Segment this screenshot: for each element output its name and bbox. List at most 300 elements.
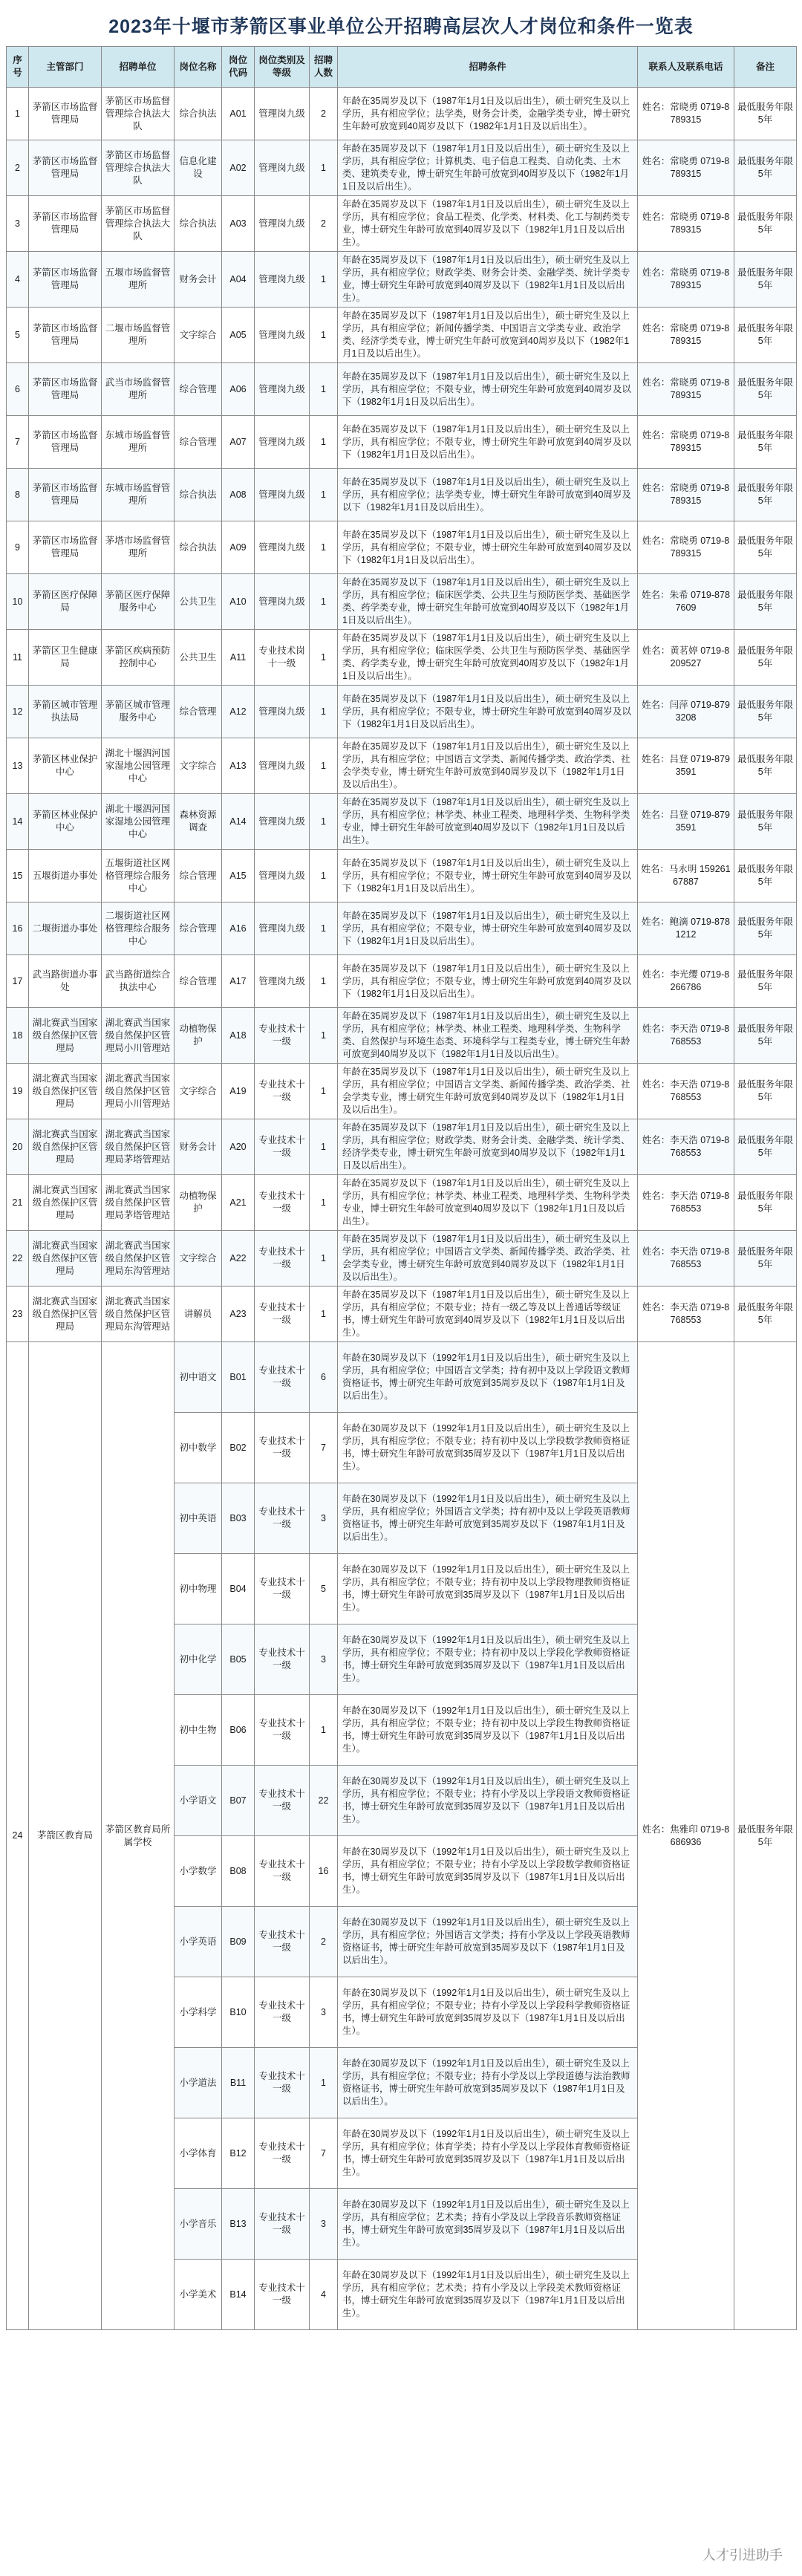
cell-note: 最低服务年限5年 (734, 140, 797, 196)
cell-code: A20 (222, 1119, 255, 1175)
cell-count: 1 (310, 1287, 338, 1342)
cell-contact: 姓名：李光缨 0719-8266786 (638, 955, 734, 1008)
cell-requirements: 年龄在30周岁及以下（1992年1月1日及以后出生），硕士研究生及以上学历，具有相应学位；体育学类；持有小学及以上学段体育教师资格证书，博士研究生年龄可放宽到35周岁及以下（1987年1月1日及以后出生）。 (338, 2118, 638, 2189)
cell-requirements: 年龄在35周岁及以下（1987年1月1日及以后出生），硕士研究生及以上学历，具有相应学位；计算机类、电子信息工程类、自动化类、土木类、建筑类专业，博士研究生年龄可放宽到40周岁及以下（1982年1月1日及以后出生）。 (338, 140, 638, 196)
cell-code: A23 (222, 1287, 255, 1342)
cell-code: A15 (222, 850, 255, 902)
cell-dept: 茅箭区市场监督管理局 (29, 196, 102, 252)
header-count: 招聘人数 (310, 47, 338, 88)
cell-note: 最低服务年限5年 (734, 902, 797, 955)
cell-category: 管理岗九级 (255, 363, 310, 416)
cell-requirements: 年龄在35周岁及以下（1987年1月1日及以后出生），硕士研究生及以上学历，具有相应学位；林学类、林业工程类、地理科学类、生物科学类专业，博士研究生年龄可放宽到40周岁及以下（1982年1月1日及以后出生）。 (338, 1175, 638, 1231)
cell-requirements: 年龄在35周岁及以下（1987年1月1日及以后出生），硕士研究生及以上学历，具有相应学位；不限专业，博士研究生年龄可放宽到40周岁及以下（1982年1月1日及以后出生）。 (338, 850, 638, 902)
cell-count: 7 (310, 2118, 338, 2189)
cell-count: 1 (310, 630, 338, 686)
cell-requirements: 年龄在30周岁及以下（1992年1月1日及以后出生），硕士研究生及以上学历，具有相应学位；艺术类；持有小学及以上学段音乐教师资格证书，博士研究生年龄可放宽到35周岁及以下（1987年1月1日及以后出生）。 (338, 2189, 638, 2260)
cell-count: 1 (310, 902, 338, 955)
cell-contact: 姓名：李天浩 0719-8768553 (638, 1175, 734, 1231)
table-row (7, 1064, 797, 1119)
cell-unit: 湖北赛武当国家级自然保护区管理局小川管理站 (102, 1064, 175, 1119)
cell-count: 1 (310, 469, 338, 521)
cell-category: 专业技术十一级 (255, 1287, 310, 1342)
cell-note: 最低服务年限5年 (734, 469, 797, 521)
cell-category: 管理岗九级 (255, 308, 310, 363)
cell-requirements: 年龄在35周岁及以下（1987年1月1日及以后出生），硕士研究生及以上学历，具有相应学位；法学类专业，博士研究生年龄可放宽到40周岁及以下（1982年1月1日及以后出生）。 (338, 469, 638, 521)
cell-count: 1 (310, 1695, 338, 1766)
cell-dept: 茅箭区市场监督管理局 (29, 363, 102, 416)
cell-contact: 姓名：李天浩 0719-8768553 (638, 1287, 734, 1342)
cell-dept: 茅箭区市场监督管理局 (29, 88, 102, 140)
header-no: 序号 (7, 47, 29, 88)
cell-no: 9 (7, 521, 29, 574)
cell-requirements: 年龄在35周岁及以下（1987年1月1日及以后出生），硕士研究生及以上学历，具有相应学位；财政学类、财务会计类、金融学类、统计学类专业，博士研究生年龄可放宽到40周岁及以下（1982年1月1日及以后出生）。 (338, 252, 638, 308)
cell-code: A09 (222, 521, 255, 574)
cell-category: 专业技术十一级 (255, 1977, 310, 2048)
cell-code: A21 (222, 1175, 255, 1231)
cell-code: A03 (222, 196, 255, 252)
cell-count: 2 (310, 196, 338, 252)
cell-code: A14 (222, 794, 255, 850)
cell-contact: 姓名：李天浩 0719-8768553 (638, 1064, 734, 1119)
cell-unit: 湖北赛武当国家级自然保护区管理局东沟管理站 (102, 1287, 175, 1342)
cell-unit: 茅箭区教育局所属学校 (102, 1342, 175, 2330)
cell-unit: 茅箭区市场监督管理综合执法大队 (102, 88, 175, 140)
cell-count: 2 (310, 88, 338, 140)
table-row (7, 955, 797, 1008)
cell-count: 1 (310, 363, 338, 416)
cell-code: A04 (222, 252, 255, 308)
cell-requirements: 年龄在35周岁及以下（1987年1月1日及以后出生），硕士研究生及以上学历，具有相应学位；不限专业，博士研究生年龄可放宽到40周岁及以下（1982年1月1日及以后出生）。 (338, 363, 638, 416)
cell-contact: 姓名：吕登 0719-8793591 (638, 738, 734, 794)
cell-requirements: 年龄在30周岁及以下（1992年1月1日及以后出生），硕士研究生及以上学历，具有相应学位；不限专业；持有初中及以上学段生物教师资格证书，博士研究生年龄可放宽到35周岁及以下（1987年1月1日及以后出生）。 (338, 1695, 638, 1766)
cell-category: 管理岗九级 (255, 196, 310, 252)
table-row (7, 1008, 797, 1064)
cell-note: 最低服务年限5年 (734, 1342, 797, 2330)
cell-dept: 茅箭区林业保护中心 (29, 794, 102, 850)
header-category: 岗位类别及等级 (255, 47, 310, 88)
cell-requirements: 年龄在35周岁及以下（1987年1月1日及以后出生），硕士研究生及以上学历，具有相应学位；中国语言文学类、新闻传播学类、政治学类、社会学类专业，博士研究生年龄可放宽到40周岁及以下（1982年1月1日及以后出生）。 (338, 738, 638, 794)
watermark: 人才引进助手 (698, 2543, 787, 2566)
header-code: 岗位代码 (222, 47, 255, 88)
cell-unit: 五堰市场监督管理所 (102, 252, 175, 308)
cell-category: 管理岗九级 (255, 521, 310, 574)
cell-category: 专业技术十一级 (255, 1413, 310, 1483)
cell-contact: 姓名：焦雅印 0719-8686936 (638, 1342, 734, 2330)
cell-requirements: 年龄在35周岁及以下（1987年1月1日及以后出生），硕士研究生及以上学历，具有相应学位；不限专业，博士研究生年龄可放宽到40周岁及以下（1982年1月1日及以后出生）。 (338, 521, 638, 574)
cell-requirements: 年龄在30周岁及以下（1992年1月1日及以后出生），硕士研究生及以上学历，具有相应学位；中国语言文学类；持有初中及以上学段语文教师资格证书，博士研究生年龄可放宽到35周岁及以下（1987年1月1日及以后出生）。 (338, 1342, 638, 1413)
cell-post: 财务会计 (175, 1119, 222, 1175)
cell-count: 2 (310, 1907, 338, 1977)
cell-no: 13 (7, 738, 29, 794)
cell-post: 小学美术 (175, 2260, 222, 2330)
cell-contact: 姓名：吕登 0719-8793591 (638, 794, 734, 850)
cell-requirements: 年龄在35周岁及以下（1987年1月1日及以后出生），硕士研究生及以上学历，具有相应学位；不限专业，博士研究生年龄可放宽到40周岁及以下（1982年1月1日及以后出生）。 (338, 955, 638, 1008)
cell-category: 专业技术十一级 (255, 1008, 310, 1064)
cell-count: 1 (310, 574, 338, 630)
cell-unit: 茅塔市场监督管理所 (102, 521, 175, 574)
cell-no: 17 (7, 955, 29, 1008)
table-header-row (7, 47, 797, 88)
cell-post: 小学科学 (175, 1977, 222, 2048)
cell-note: 最低服务年限5年 (734, 416, 797, 469)
cell-post: 讲解员 (175, 1287, 222, 1342)
table-row (7, 308, 797, 363)
table-row (7, 630, 797, 686)
cell-requirements: 年龄在35周岁及以下（1987年1月1日及以后出生），硕士研究生及以上学历，具有相应学位；临床医学类、公共卫生与预防医学类、基础医学类、药学类专业，博士研究生年龄可放宽到40周岁及以下（1982年1月1日及以后出生）。 (338, 574, 638, 630)
cell-contact: 姓名：常晓勇 0719-8789315 (638, 469, 734, 521)
table-row (7, 902, 797, 955)
cell-requirements: 年龄在35周岁及以下（1987年1月1日及以后出生），硕士研究生及以上学历，具有相应学位；财政学类、财务会计类、金融学类、统计学类、经济学类专业，博士研究生年龄可放宽到40周岁及以下（1982年1月1日及以后出生）。 (338, 1119, 638, 1175)
cell-contact: 姓名：常晓勇 0719-8789315 (638, 140, 734, 196)
cell-requirements: 年龄在30周岁及以下（1992年1月1日及以后出生），硕士研究生及以上学历，具有相应学位；不限专业；持有小学及以上学段道德与法治教师资格证书，博士研究生年龄可放宽到35周岁及以下（1987年1月1日及以后出生）。 (338, 2048, 638, 2118)
cell-no: 14 (7, 794, 29, 850)
cell-code: A10 (222, 574, 255, 630)
cell-code: A06 (222, 363, 255, 416)
cell-note: 最低服务年限5年 (734, 363, 797, 416)
cell-dept: 二堰街道办事处 (29, 902, 102, 955)
cell-no: 18 (7, 1008, 29, 1064)
cell-note: 最低服务年限5年 (734, 1231, 797, 1287)
cell-category: 专业技术十一级 (255, 1175, 310, 1231)
cell-note: 最低服务年限5年 (734, 738, 797, 794)
cell-requirements: 年龄在35周岁及以下（1987年1月1日及以后出生），硕士研究生及以上学历，具有相应学位；临床医学类、公共卫生与预防医学类、基础医学类、药学类专业，博士研究生年龄可放宽到40周岁及以下（1982年1月1日及以后出生）。 (338, 630, 638, 686)
cell-no: 22 (7, 1231, 29, 1287)
cell-count: 1 (310, 521, 338, 574)
header-contact: 联系人及联系电话 (638, 47, 734, 88)
cell-no: 21 (7, 1175, 29, 1231)
cell-category: 专业技术十一级 (255, 2118, 310, 2189)
cell-post: 综合管理 (175, 416, 222, 469)
cell-count: 1 (310, 416, 338, 469)
cell-count: 3 (310, 1977, 338, 2048)
cell-post: 文字综合 (175, 738, 222, 794)
cell-code: B11 (222, 2048, 255, 2118)
cell-dept: 湖北赛武当国家级自然保护区管理局 (29, 1175, 102, 1231)
cell-category: 专业技术十一级 (255, 1907, 310, 1977)
cell-note: 最低服务年限5年 (734, 1008, 797, 1064)
cell-post: 初中数学 (175, 1413, 222, 1483)
cell-post: 小学语文 (175, 1766, 222, 1836)
table-row (7, 1119, 797, 1175)
cell-post: 小学英语 (175, 1907, 222, 1977)
header-unit: 招聘单位 (102, 47, 175, 88)
cell-requirements: 年龄在35周岁及以下（1987年1月1日及以后出生），硕士研究生及以上学历，具有相应学位；林学类、林业工程类、地理科学类、生物科学类专业，博士研究生年龄可放宽到40周岁及以下（1982年1月1日及以后出生）。 (338, 794, 638, 850)
cell-code: B13 (222, 2189, 255, 2260)
cell-unit: 湖北十堰泗河国家湿地公园管理中心 (102, 794, 175, 850)
cell-dept: 五堰街道办事处 (29, 850, 102, 902)
cell-count: 1 (310, 1064, 338, 1119)
cell-unit: 湖北十堰泗河国家湿地公园管理中心 (102, 738, 175, 794)
recruitment-table (6, 46, 797, 2330)
table-row (7, 252, 797, 308)
cell-code: B07 (222, 1766, 255, 1836)
cell-category: 管理岗九级 (255, 794, 310, 850)
cell-category: 专业技术十一级 (255, 1064, 310, 1119)
cell-category: 专业技术十一级 (255, 1231, 310, 1287)
table-row (7, 1287, 797, 1342)
cell-no: 6 (7, 363, 29, 416)
cell-dept: 茅箭区市场监督管理局 (29, 308, 102, 363)
cell-post: 动植物保护 (175, 1175, 222, 1231)
cell-count: 4 (310, 2260, 338, 2330)
cell-count: 5 (310, 1554, 338, 1624)
cell-category: 专业技术十一级 (255, 1624, 310, 1695)
cell-requirements: 年龄在30周岁及以下（1992年1月1日及以后出生），硕士研究生及以上学历，具有相应学位；外国语言文学类；持有小学及以上学段英语教师资格证书，博士研究生年龄可放宽到35周岁及以下（1987年1月1日及以后出生）。 (338, 1907, 638, 1977)
cell-requirements: 年龄在35周岁及以下（1987年1月1日及以后出生），硕士研究生及以上学历，具有相应学位；法学类，财务会计类，金融学类专业，博士研究生年龄可放宽到40周岁及以下（1982年1月1日及以后出生）。 (338, 88, 638, 140)
cell-unit: 五堰街道社区网格管理综合服务中心 (102, 850, 175, 902)
cell-unit: 二堰街道社区网格管理综合服务中心 (102, 902, 175, 955)
cell-category: 专业技术十一级 (255, 1695, 310, 1766)
table-row (7, 196, 797, 252)
table-row (7, 1175, 797, 1231)
cell-requirements: 年龄在35周岁及以下（1987年1月1日及以后出生），硕士研究生及以上学历，具有相应学位；中国语言文学类、新闻传播学类、政治学类、社会学类专业，博士研究生年龄可放宽到40周岁及以下（1982年1月1日及以后出生）。 (338, 1064, 638, 1119)
cell-no: 8 (7, 469, 29, 521)
cell-note: 最低服务年限5年 (734, 686, 797, 738)
cell-category: 专业技术岗十一级 (255, 630, 310, 686)
cell-contact: 姓名：鲍滴 0719-8781212 (638, 902, 734, 955)
cell-dept: 茅箭区市场监督管理局 (29, 416, 102, 469)
cell-unit: 湖北赛武当国家级自然保护区管理局小川管理站 (102, 1008, 175, 1064)
cell-category: 管理岗九级 (255, 469, 310, 521)
cell-dept: 茅箭区卫生健康局 (29, 630, 102, 686)
cell-contact: 姓名：常晓勇 0719-8789315 (638, 363, 734, 416)
cell-unit: 茅箭区市场监督管理综合执法大队 (102, 140, 175, 196)
cell-no: 1 (7, 88, 29, 140)
cell-code: B10 (222, 1977, 255, 2048)
cell-contact: 姓名：常晓勇 0719-8789315 (638, 88, 734, 140)
table-row (7, 850, 797, 902)
cell-code: B12 (222, 2118, 255, 2189)
cell-post: 动植物保护 (175, 1008, 222, 1064)
cell-count: 1 (310, 1119, 338, 1175)
cell-requirements: 年龄在35周岁及以下（1987年1月1日及以后出生），硕士研究生及以上学历，具有相应学位；食品工程类、化学类、材料类、化工与制药类专业，博士研究生年龄可放宽到40周岁及以下（1982年1月1日及以后出生）。 (338, 196, 638, 252)
cell-requirements: 年龄在35周岁及以下（1987年1月1日及以后出生），硕士研究生及以上学历，具有相应学位；不限专业，博士研究生年龄可放宽到40周岁及以下（1982年1月1日及以后出生）。 (338, 686, 638, 738)
header-post: 岗位名称 (175, 47, 222, 88)
cell-code: A17 (222, 955, 255, 1008)
cell-dept: 茅箭区教育局 (29, 1342, 102, 2330)
cell-dept: 茅箭区医疗保障局 (29, 574, 102, 630)
cell-category: 专业技术十一级 (255, 1483, 310, 1554)
cell-unit: 东城市场监督管理所 (102, 416, 175, 469)
cell-requirements: 年龄在35周岁及以下（1987年1月1日及以后出生），硕士研究生及以上学历，具有相应学位；新闻传播学类、中国语言文学类专业、政治学类、经济学类专业，博士研究生年龄可放宽到40周岁及以下（1982年1月1日及以后出生）。 (338, 308, 638, 363)
cell-post: 综合管理 (175, 686, 222, 738)
cell-no: 3 (7, 196, 29, 252)
cell-code: B14 (222, 2260, 255, 2330)
cell-category: 专业技术十一级 (255, 1342, 310, 1413)
cell-unit: 湖北赛武当国家级自然保护区管理局茅塔管理站 (102, 1119, 175, 1175)
cell-note: 最低服务年限5年 (734, 1119, 797, 1175)
cell-post: 公共卫生 (175, 630, 222, 686)
cell-code: A12 (222, 686, 255, 738)
cell-post: 初中生物 (175, 1695, 222, 1766)
cell-category: 专业技术十一级 (255, 1119, 310, 1175)
cell-dept: 湖北赛武当国家级自然保护区管理局 (29, 1119, 102, 1175)
cell-category: 管理岗九级 (255, 955, 310, 1008)
cell-contact: 姓名：常晓勇 0719-8789315 (638, 416, 734, 469)
cell-count: 22 (310, 1766, 338, 1836)
cell-unit: 武当市场监督管理所 (102, 363, 175, 416)
cell-unit: 二堰市场监督管理所 (102, 308, 175, 363)
cell-contact: 姓名：常晓勇 0719-8789315 (638, 252, 734, 308)
cell-requirements: 年龄在30周岁及以下（1992年1月1日及以后出生），硕士研究生及以上学历，具有相应学位；外国语言文学类；持有初中及以上学段英语教师资格证书，博士研究生年龄可放宽到35周岁及以下（1987年1月1日及以后出生）。 (338, 1483, 638, 1554)
cell-note: 最低服务年限5年 (734, 1064, 797, 1119)
cell-code: A18 (222, 1008, 255, 1064)
cell-post: 文字综合 (175, 1231, 222, 1287)
cell-requirements: 年龄在30周岁及以下（1992年1月1日及以后出生），硕士研究生及以上学历，具有相应学位；不限专业；持有小学及以上学段数学教师资格证书，博士研究生年龄可放宽到35周岁及以下（1987年1月1日及以后出生）。 (338, 1836, 638, 1907)
header-note: 备注 (734, 47, 797, 88)
cell-category: 专业技术十一级 (255, 2189, 310, 2260)
cell-dept: 湖北赛武当国家级自然保护区管理局 (29, 1008, 102, 1064)
cell-category: 管理岗九级 (255, 574, 310, 630)
cell-note: 最低服务年限5年 (734, 955, 797, 1008)
cell-count: 1 (310, 308, 338, 363)
cell-dept: 茅箭区市场监督管理局 (29, 140, 102, 196)
cell-count: 3 (310, 1624, 338, 1695)
cell-code: B01 (222, 1342, 255, 1413)
cell-post: 初中物理 (175, 1554, 222, 1624)
cell-code: B08 (222, 1836, 255, 1907)
cell-post: 综合管理 (175, 955, 222, 1008)
cell-note: 最低服务年限5年 (734, 794, 797, 850)
cell-category: 专业技术十一级 (255, 1554, 310, 1624)
cell-count: 1 (310, 252, 338, 308)
cell-post: 综合执法 (175, 469, 222, 521)
cell-code: A01 (222, 88, 255, 140)
cell-post: 小学体育 (175, 2118, 222, 2189)
cell-unit: 茅箭区医疗保障服务中心 (102, 574, 175, 630)
cell-post: 初中化学 (175, 1624, 222, 1695)
cell-dept: 湖北赛武当国家级自然保护区管理局 (29, 1287, 102, 1342)
cell-code: B05 (222, 1624, 255, 1695)
cell-count: 1 (310, 850, 338, 902)
cell-code: A16 (222, 902, 255, 955)
cell-requirements: 年龄在30周岁及以下（1992年1月1日及以后出生），硕士研究生及以上学历，具有相应学位；艺术类；持有小学及以上学段美术教师资格证书，博士研究生年龄可放宽到35周岁及以下（1987年1月1日及以后出生）。 (338, 2260, 638, 2330)
cell-post: 文字综合 (175, 308, 222, 363)
cell-contact: 姓名：常晓勇 0719-8789315 (638, 196, 734, 252)
cell-dept: 茅箭区市场监督管理局 (29, 521, 102, 574)
cell-contact: 姓名：黄茗婷 0719-8209527 (638, 630, 734, 686)
cell-no: 10 (7, 574, 29, 630)
cell-post: 公共卫生 (175, 574, 222, 630)
cell-count: 1 (310, 738, 338, 794)
cell-category: 专业技术十一级 (255, 2048, 310, 2118)
cell-category: 专业技术十一级 (255, 1766, 310, 1836)
cell-category: 专业技术十一级 (255, 1836, 310, 1907)
cell-post: 初中语文 (175, 1342, 222, 1413)
cell-code: A07 (222, 416, 255, 469)
cell-count: 1 (310, 140, 338, 196)
cell-post: 综合管理 (175, 902, 222, 955)
cell-note: 最低服务年限5年 (734, 252, 797, 308)
cell-dept: 武当路街道办事处 (29, 955, 102, 1008)
cell-requirements: 年龄在30周岁及以下（1992年1月1日及以后出生），硕士研究生及以上学历，具有相应学位；不限专业；持有小学及以上学段语文教师资格证书，博士研究生年龄可放宽到35周岁及以下（1987年1月1日及以后出生）。 (338, 1766, 638, 1836)
cell-note: 最低服务年限5年 (734, 88, 797, 140)
cell-count: 7 (310, 1413, 338, 1483)
cell-code: A02 (222, 140, 255, 196)
cell-dept: 湖北赛武当国家级自然保护区管理局 (29, 1231, 102, 1287)
cell-note: 最低服务年限5年 (734, 196, 797, 252)
cell-contact: 姓名：李天浩 0719-8768553 (638, 1231, 734, 1287)
cell-dept: 湖北赛武当国家级自然保护区管理局 (29, 1064, 102, 1119)
table-row (7, 88, 797, 140)
cell-no: 11 (7, 630, 29, 686)
cell-category: 专业技术十一级 (255, 2260, 310, 2330)
cell-count: 1 (310, 955, 338, 1008)
cell-note: 最低服务年限5年 (734, 1175, 797, 1231)
cell-category: 管理岗九级 (255, 140, 310, 196)
cell-dept: 茅箭区林业保护中心 (29, 738, 102, 794)
cell-post: 小学数学 (175, 1836, 222, 1907)
page-title: 2023年十堰市茅箭区事业单位公开招聘高层次人才岗位和条件一览表 (108, 16, 694, 37)
cell-dept: 茅箭区市场监督管理局 (29, 469, 102, 521)
table-row (7, 521, 797, 574)
cell-count: 1 (310, 794, 338, 850)
cell-contact: 姓名：常晓勇 0719-8789315 (638, 308, 734, 363)
table-row (7, 140, 797, 196)
cell-code: B02 (222, 1413, 255, 1483)
cell-unit: 茅箭区疾病预防控制中心 (102, 630, 175, 686)
cell-post: 财务会计 (175, 252, 222, 308)
cell-count: 1 (310, 686, 338, 738)
header-requirements: 招聘条件 (338, 47, 638, 88)
cell-contact: 姓名：常晓勇 0719-8789315 (638, 521, 734, 574)
cell-requirements: 年龄在30周岁及以下（1992年1月1日及以后出生），硕士研究生及以上学历，具有相应学位；不限专业；持有初中及以上学段数学教师资格证书，博士研究生年龄可放宽到35周岁及以下（1987年1月1日及以后出生）。 (338, 1413, 638, 1483)
table-row (7, 686, 797, 738)
cell-post: 初中英语 (175, 1483, 222, 1554)
cell-note: 最低服务年限5年 (734, 630, 797, 686)
cell-unit: 茅箭区城市管理服务中心 (102, 686, 175, 738)
cell-unit: 湖北赛武当国家级自然保护区管理局东沟管理站 (102, 1231, 175, 1287)
cell-contact: 姓名：朱希 0719-8787609 (638, 574, 734, 630)
cell-unit: 湖北赛武当国家级自然保护区管理局茅塔管理站 (102, 1175, 175, 1231)
cell-dept: 茅箭区城市管理执法局 (29, 686, 102, 738)
cell-category: 管理岗九级 (255, 738, 310, 794)
cell-requirements: 年龄在30周岁及以下（1992年1月1日及以后出生），硕士研究生及以上学历，具有相应学位；不限专业；持有初中及以上学段化学教师资格证书，博士研究生年龄可放宽到35周岁及以下（1987年1月1日及以后出生）。 (338, 1624, 638, 1695)
cell-no: 12 (7, 686, 29, 738)
cell-no: 15 (7, 850, 29, 902)
cell-requirements: 年龄在35周岁及以下（1987年1月1日及以后出生），硕士研究生及以上学历，具有相应学位；不限专业；持有一级乙等及以上普通话等级证书，博士研究生年龄可放宽到40周岁及以下（1982年1月1日及以后出生）。 (338, 1287, 638, 1342)
cell-no: 7 (7, 416, 29, 469)
cell-no: 24 (7, 1342, 29, 2330)
cell-code: A11 (222, 630, 255, 686)
cell-code: A13 (222, 738, 255, 794)
cell-count: 3 (310, 1483, 338, 1554)
cell-no: 2 (7, 140, 29, 196)
cell-post: 综合管理 (175, 363, 222, 416)
cell-post: 综合执法 (175, 88, 222, 140)
cell-category: 管理岗九级 (255, 416, 310, 469)
cell-no: 5 (7, 308, 29, 363)
cell-note: 最低服务年限5年 (734, 521, 797, 574)
cell-requirements: 年龄在35周岁及以下（1987年1月1日及以后出生），硕士研究生及以上学历，具有相应学位；林学类、林业工程类、地理科学类、生物科学类、自然保护与环境生态类、环境科学与工程类专业，博士研究生年龄可放宽到40周岁及以下（1982年1月1日及以后出生）。 (338, 1008, 638, 1064)
cell-code: B04 (222, 1554, 255, 1624)
cell-code: A08 (222, 469, 255, 521)
cell-post: 综合执法 (175, 196, 222, 252)
table-row (7, 363, 797, 416)
cell-unit: 茅箭区市场监督管理综合执法大队 (102, 196, 175, 252)
cell-note: 最低服务年限5年 (734, 1287, 797, 1342)
cell-code: B06 (222, 1695, 255, 1766)
cell-note: 最低服务年限5年 (734, 850, 797, 902)
cell-no: 19 (7, 1064, 29, 1119)
cell-count: 1 (310, 2048, 338, 2118)
cell-post: 文字综合 (175, 1064, 222, 1119)
cell-category: 管理岗九级 (255, 850, 310, 902)
cell-unit: 武当路街道综合执法中心 (102, 955, 175, 1008)
cell-unit: 东城市场监督管理所 (102, 469, 175, 521)
cell-post: 综合管理 (175, 850, 222, 902)
cell-code: B09 (222, 1907, 255, 1977)
